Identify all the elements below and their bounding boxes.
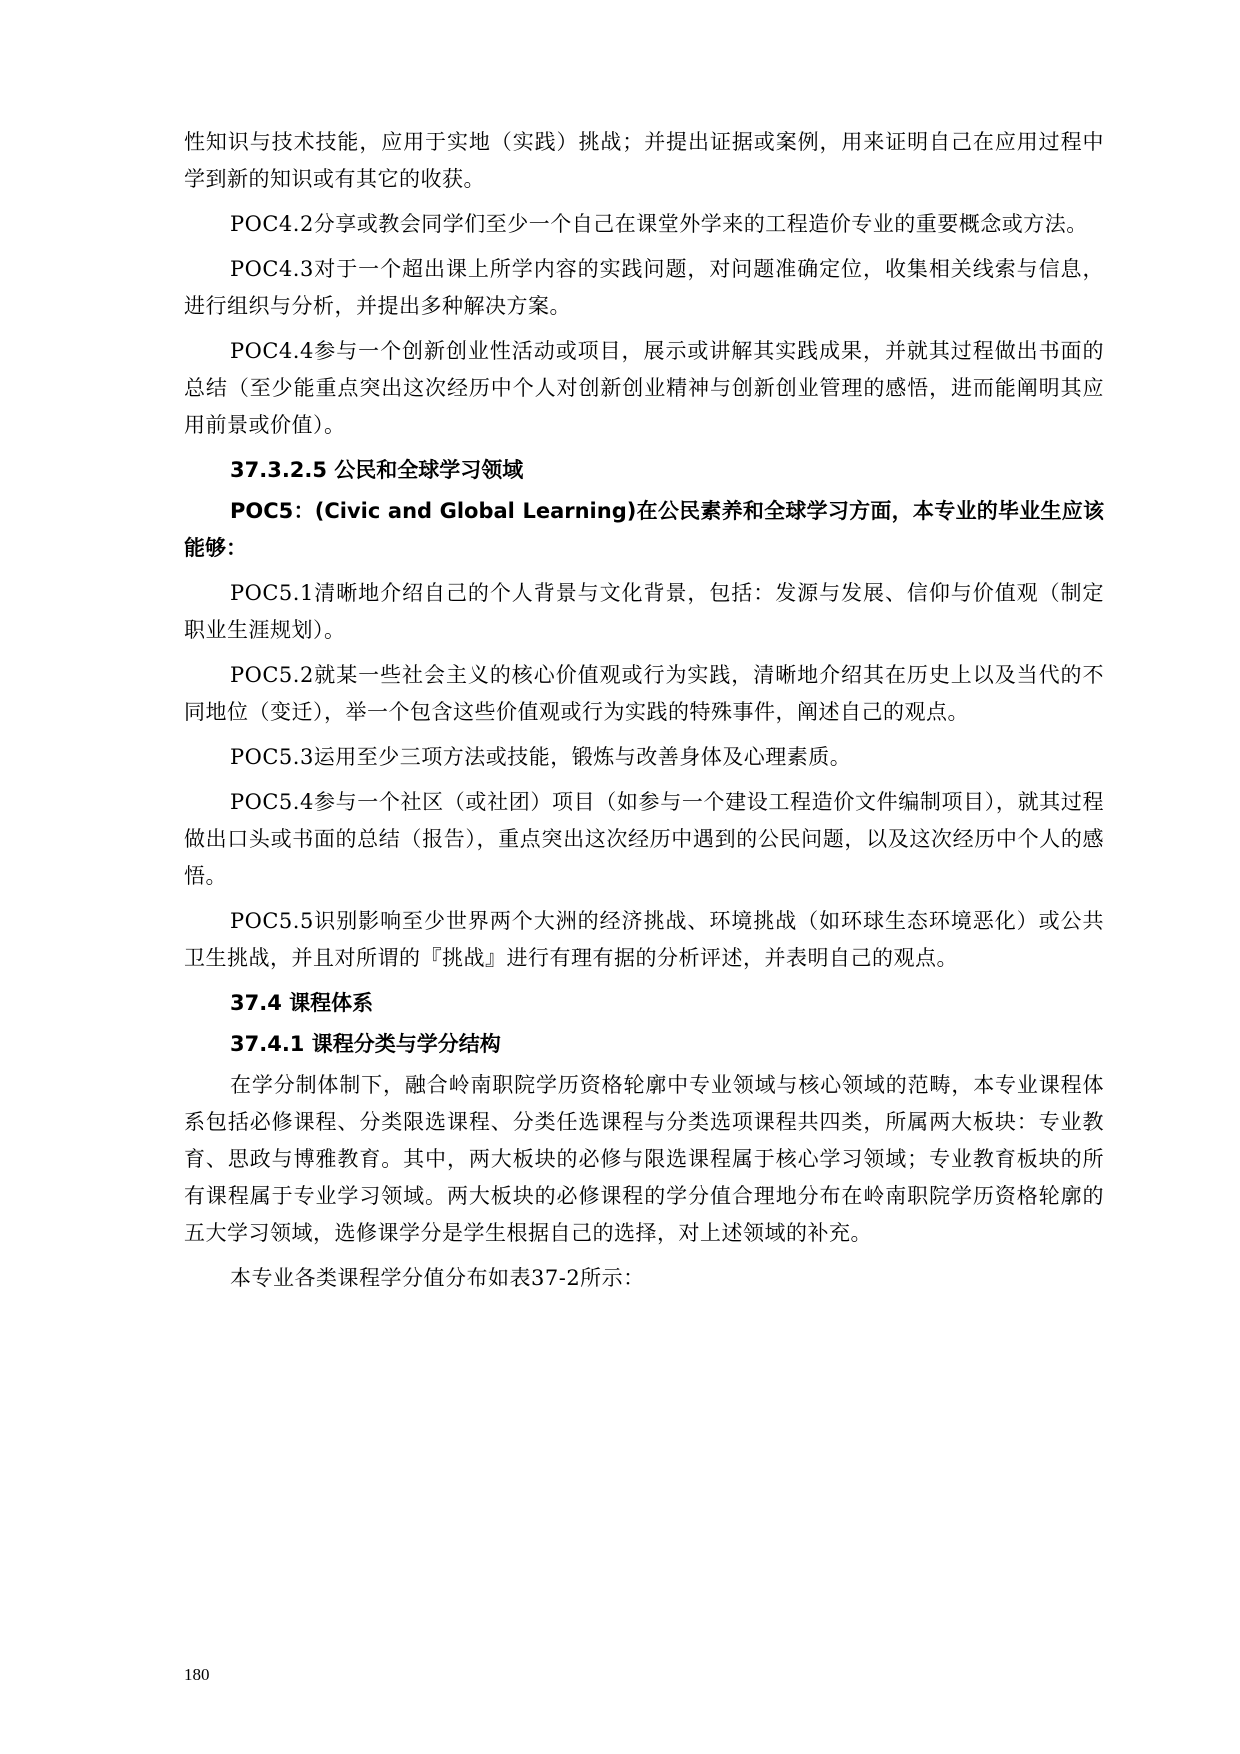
paragraph-poc5-1: POC5.1清晰地介绍自己的个人背景与文化背景，包括：发源与发展、信仰与价值观（制定职业生涯规划）。 bbox=[184, 581, 1104, 642]
paragraph-poc4-2: POC4.2分享或教会同学们至少一个自己在课堂外学来的工程造价专业的重要概念或方法。 bbox=[230, 212, 1088, 236]
section-heading-37-4: 37.4 课程体系 bbox=[230, 991, 374, 1015]
paragraph-poc5-5: POC5.5识别影响至少世界两个大洲的经济挑战、环境挑战（如环球生态环境恶化）或公共卫生挑战，并且对所谓的『挑战』进行有理有据的分析评述，并表明自己的观点。 bbox=[184, 909, 1104, 970]
paragraph-poc5-4: POC5.4参与一个社区（或社团）项目（如参与一个建设工程造价文件编制项目），就其过程做出口头或书面的总结（报告），重点突出这次经历中遇到的公民问题，以及这次经历中个人的感悟。 bbox=[184, 790, 1104, 888]
section-heading-37-3-2-5: 37.3.2.5 公民和全球学习领域 bbox=[230, 458, 524, 482]
paragraph-poc4-3: POC4.3对于一个超出课上所学内容的实践问题，对问题准确定位，收集相关线索与信息，进行组织与分析，并提出多种解决方案。 bbox=[184, 257, 1104, 318]
paragraph-continuation: 性知识与技术技能，应用于实地（实践）挑战；并提出证据或案例，用来证明自己在应用过程中学到新的知识或有其它的收获。 bbox=[184, 130, 1104, 191]
paragraph-poc5-intro: POC5：(Civic and Global Learning)在公民素养和全球学习方面，本专业的毕业生应该能够： bbox=[184, 499, 1104, 560]
page-number: 180 bbox=[184, 1665, 210, 1684]
page-content bbox=[184, 124, 1104, 1305]
paragraph-poc5-2: POC5.2就某一些社会主义的核心价值观或行为实践，清晰地介绍其在历史上以及当代的不同地位（变迁），举一个包含这些价值观或行为实践的特殊事件，阐述自己的观点。 bbox=[184, 663, 1104, 724]
paragraph-course-system: 在学分制体制下，融合岭南职院学历资格轮廓中专业领域与核心领域的范畴，本专业课程体系包括必修课程、分类限选课程、分类任选课程与分类选项课程共四类，所属两大板块：专业教育、思政与博雅教育。其中，两大板块的必修与限选课程属于核心学习领域；专业教育板块的所有课程属于专业学习领域。两大板块的必修课程的学分值合理地分布在岭南职院学历资格轮廓的五大学习领域，选修课学分是学生根据自己的选择，对上述领域的补充。 bbox=[184, 1073, 1104, 1245]
paragraph-table-reference: 本专业各类课程学分值分布如表37-2所示： bbox=[230, 1266, 645, 1290]
paragraph-poc4-4: POC4.4参与一个创新创业性活动或项目，展示或讲解其实践成果，并就其过程做出书面的总结（至少能重点突出这次经历中个人对创新创业精神与创新创业管理的感悟，进而能阐明其应用前景或价值）。 bbox=[184, 339, 1104, 437]
section-heading-37-4-1: 37.4.1 课程分类与学分结构 bbox=[230, 1032, 501, 1056]
paragraph-poc5-3: POC5.3运用至少三项方法或技能，锻炼与改善身体及心理素质。 bbox=[230, 745, 852, 769]
